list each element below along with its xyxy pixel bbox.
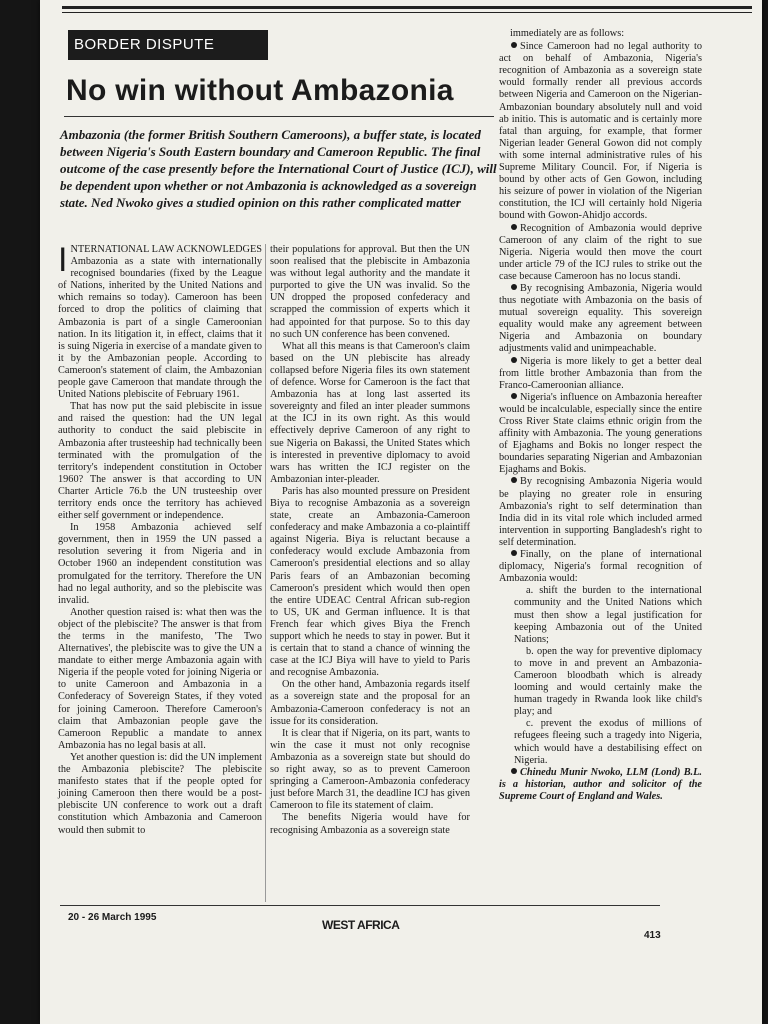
top-rule-thin — [62, 12, 752, 13]
column-2 — [270, 244, 470, 837]
paragraph: It is clear that if Nigeria, on its part, wants to win the case it must not only recognise Ambazonia as a sovereign state but should do so right away, so as to prevent Cameroon springing a Cameroon-Ambazonia confederacy just before March 31, the deadline ICJ has given Cameroon to file its statement of claim. — [270, 727, 470, 812]
bullet-item: By recognising Ambazonia Nigeria would be playing no greater role in ensuring Ambazonia's right to self determination than India did in its vital role which included armed intervention in supporting Bangladesh's right to self determination. — [499, 476, 702, 548]
newspaper-page — [40, 0, 762, 1024]
standfirst: Ambazonia (the former British Southern Cameroons), a buffer state, is located between Nigeria's South Eastern boundary and Cameroon Republic. The final outcome of the case presently before the International Court of Justice (ICJ), will be dependent upon whether or not Ambazonia is acknowledged as a sovereign state. Ned Nwoko gives a studied opinion on this rather complicated matter — [60, 127, 497, 210]
column-3 — [488, 28, 702, 803]
drop-cap: I — [58, 241, 68, 279]
bullet-item: Nigeria's influence on Ambazonia hereafter would be incalculable, especially since the entire Cross River State claims ethnic origin from the affinity with Ambazonia. The young generations of Ejaghams and Bokis no longer respect the boundaries separating Nigerian and Ambazonian Ejaghams and Bokis. — [499, 391, 702, 476]
list-intro: immediately are as follows: — [510, 28, 625, 39]
bullet-icon — [511, 284, 517, 290]
bullet-icon — [511, 357, 517, 363]
paragraph: In 1958 Ambazonia achieved self government, then in 1959 the UN passed a resolution severing it from Nigeria and in October 1960 an independent constitution was promulgated for the territory. Therefore the UN had no legal authority, and so the plebiscite was invalid. — [58, 522, 262, 606]
author-bio: Chinedu Munir Nwoko, LLM (Lond) B.L. is a historian, author and solicitor of the Supreme Court of England and Wales. — [499, 766, 702, 802]
paragraph: That has now put the said plebiscite in issue and raised the question: had the UN legal authority to conduct the said plebiscite in Ambazonia after trusteeship had technically been terminated with the promulgation of the territory's independent constitution in October 1960? The answer is that according to UN Charter Article 76.b the UN trusteeship over territory ends once the territory has achieved either self government or independence. — [58, 401, 262, 522]
bullet-icon — [511, 768, 517, 774]
column-divider — [265, 244, 266, 902]
paragraph: Another question raised is: what then was the object of the plebiscite? The answer is that from the terms in the manifesto, 'The Two Alternatives', the plebiscite was to give the UN a mandate to either merge Ambazonia again with Nigeria if the people voted for joining Nigeria or to unite Cameroon and Ambazonia in a Confederacy of Sovereign States, if they voted for joining Cameroon. Therefore Cameroon's claim that Ambazonian people gave the Cameroon Republic a mandate to annex Ambazonia has no legal basis at all. — [58, 606, 262, 751]
paragraph-text: NTERNATIONAL LAW ACKNOWLEDGES Ambazonia as a state with internationally recognised boundaries (fixed by the League of Nations, inherited by the United Nations and which remains so today). Cameroon has been forced to drop the politics of claiming that Ambazonia is part of a single Cameroonian nation. In its litigation it, in effect, claims that it is suing Nigeria in exercise of a mandate given to it by the Ambazonian people. According to Cameroon's statement of claim, the Ambazonian people gave Cameroon that mandate through the United Nations plebiscite of February 1961. — [58, 244, 262, 401]
bullet-icon — [511, 477, 517, 483]
bullet-item: Finally, on the plane of international diplomacy, Nigeria's formal recognition of Ambazonia would: — [499, 549, 702, 585]
paragraph: On the other hand, Ambazonia regards itself as a sovereign state and the proposal for an Ambazonia-Cameroon confederacy is not an issue for its consideration. — [270, 679, 470, 727]
top-rule — [62, 6, 752, 9]
paragraph: their populations for approval. But then the UN soon realised that the plebiscite in Ambazonia was without legal authority and the mandate it purported to give the UN was invalid. So the UN dropped the proposed confederacy and scrapped the commission of experts which it had appointed for that purpose. So to this day no such UN conference has been convened. — [270, 244, 470, 340]
paragraph: Yet another question is: did the UN implement the Ambazonia plebiscite? The plebiscite manifesto states that if the people opted for joining Cameroon then there would be a post-plebiscite UN conference to work out a draft constitution which Ambazonia and Cameroon would then submit to — [58, 751, 263, 836]
paragraph: What all this means is that Cameroon's claim based on the UN plebiscite has already collapsed before Nigeria files its own statement of defence. Worse for Cameroon is the fact that Ambazonia has at long last asserted its sovereignty and filed an inter pleader summons at the ICJ in its own right. As this would effectively deprive Cameroon of any right to sue Nigeria on Bakassi, the United States which is interested in preventive diplomacy to avoid wars has written the ICJ register on the Ambazonian inter-pleader. — [270, 340, 470, 485]
bullet-icon — [511, 42, 517, 48]
page-number: 413 — [644, 930, 661, 941]
bullet-item: Nigeria is more likely to get a better deal from little brother Ambazonia than from the Franco-Cameroonian alliance. — [499, 355, 702, 391]
publication-logo: WEST AFRICA — [322, 918, 400, 932]
bullet-item: By recognising Ambazonia, Nigeria would thus negotiate with Ambazonia on the basis of mutual sovereign equality. This sovereign equality would make any agreement between Nigeria and Ambazonia on boundary adjustments valid and unimpeachable. — [499, 282, 702, 355]
bullet-icon — [511, 224, 517, 230]
section-kicker: BORDER DISPUTE — [68, 30, 268, 60]
bullet-icon — [511, 393, 517, 399]
sub-item: c. prevent the exodus of millions of refugees fleeing such a tragedy into Nigeria, which would have a destabilising effect on Nigeria. — [514, 718, 702, 766]
bullet-icon — [511, 550, 517, 556]
headline-rule — [64, 116, 494, 117]
paragraph: The benefits Nigeria would have for recognising Ambazonia as a sovereign state — [270, 812, 470, 836]
footer-rule — [60, 905, 660, 906]
paragraph: Paris has also mounted pressure on President Biya to recognise Ambazonia as a sovereign state, create an Ambazonia-Cameroon confederacy and make Ambazonia a co-plaintiff against Nigeria. Biya is reluctant because a confederacy would exclude Ambazonia from Cameroon's presidential elections and so allay Paris fears of an Ambazonian becoming Cameroon's president which would then open the entire UDEAC Central African sub-region to US, UK and German influence. It is that French fear which gives Biya the French support which he needs to stay in power. But it is certain that to stand a chance of winning the case at the ICJ Biya will have to yield to Paris and recognise Ambazonia. — [270, 485, 470, 679]
column-1 — [58, 241, 263, 837]
headline: No win without Ambazonia — [66, 74, 454, 107]
sub-item: b. open the way for preventive diplomacy to move in and prevent an Ambazonia-Cameroon bloodbath which is already looming and would certainly make the human tragedy in Rwanda look like child's play; and — [514, 645, 702, 718]
sub-item: a. shift the burden to the international community and the United Nations which must then show a legal justification for keeping Ambazonia out of the United Nations; — [514, 585, 702, 645]
bullet-item: Since Cameroon had no legal authority to act on behalf of Ambazonia, Nigeria's recognition of Ambazonia as a sovereign state would formally render all previous accords between Nigeria and Cameroon on the Nigerian-Ambazonian boundary absolutely null and void ab initio. This is automatic and is certainly more fatal than arguing, for example, that former Nigerian leader General Gowon did not comply with some internal administrative rules of his Supreme Military Council. For, if Nigeria is bound by other acts of Gen Gowon, including his seizure of power in violation of the Nigerian constitution, the ICJ will certainly hold Nigeria bound with Gowon-Ahidjo accords. — [499, 41, 702, 222]
paragraph — [58, 241, 262, 401]
issue-date: 20 - 26 March 1995 — [68, 912, 157, 923]
bullet-item: Recognition of Ambazonia would deprive Cameroon of any claim of the right to sue Nigeria. Nigeria would then move the court under article 79 of the ICJ rules to strike out the case because Cameroon has no locus standi. — [499, 222, 702, 282]
